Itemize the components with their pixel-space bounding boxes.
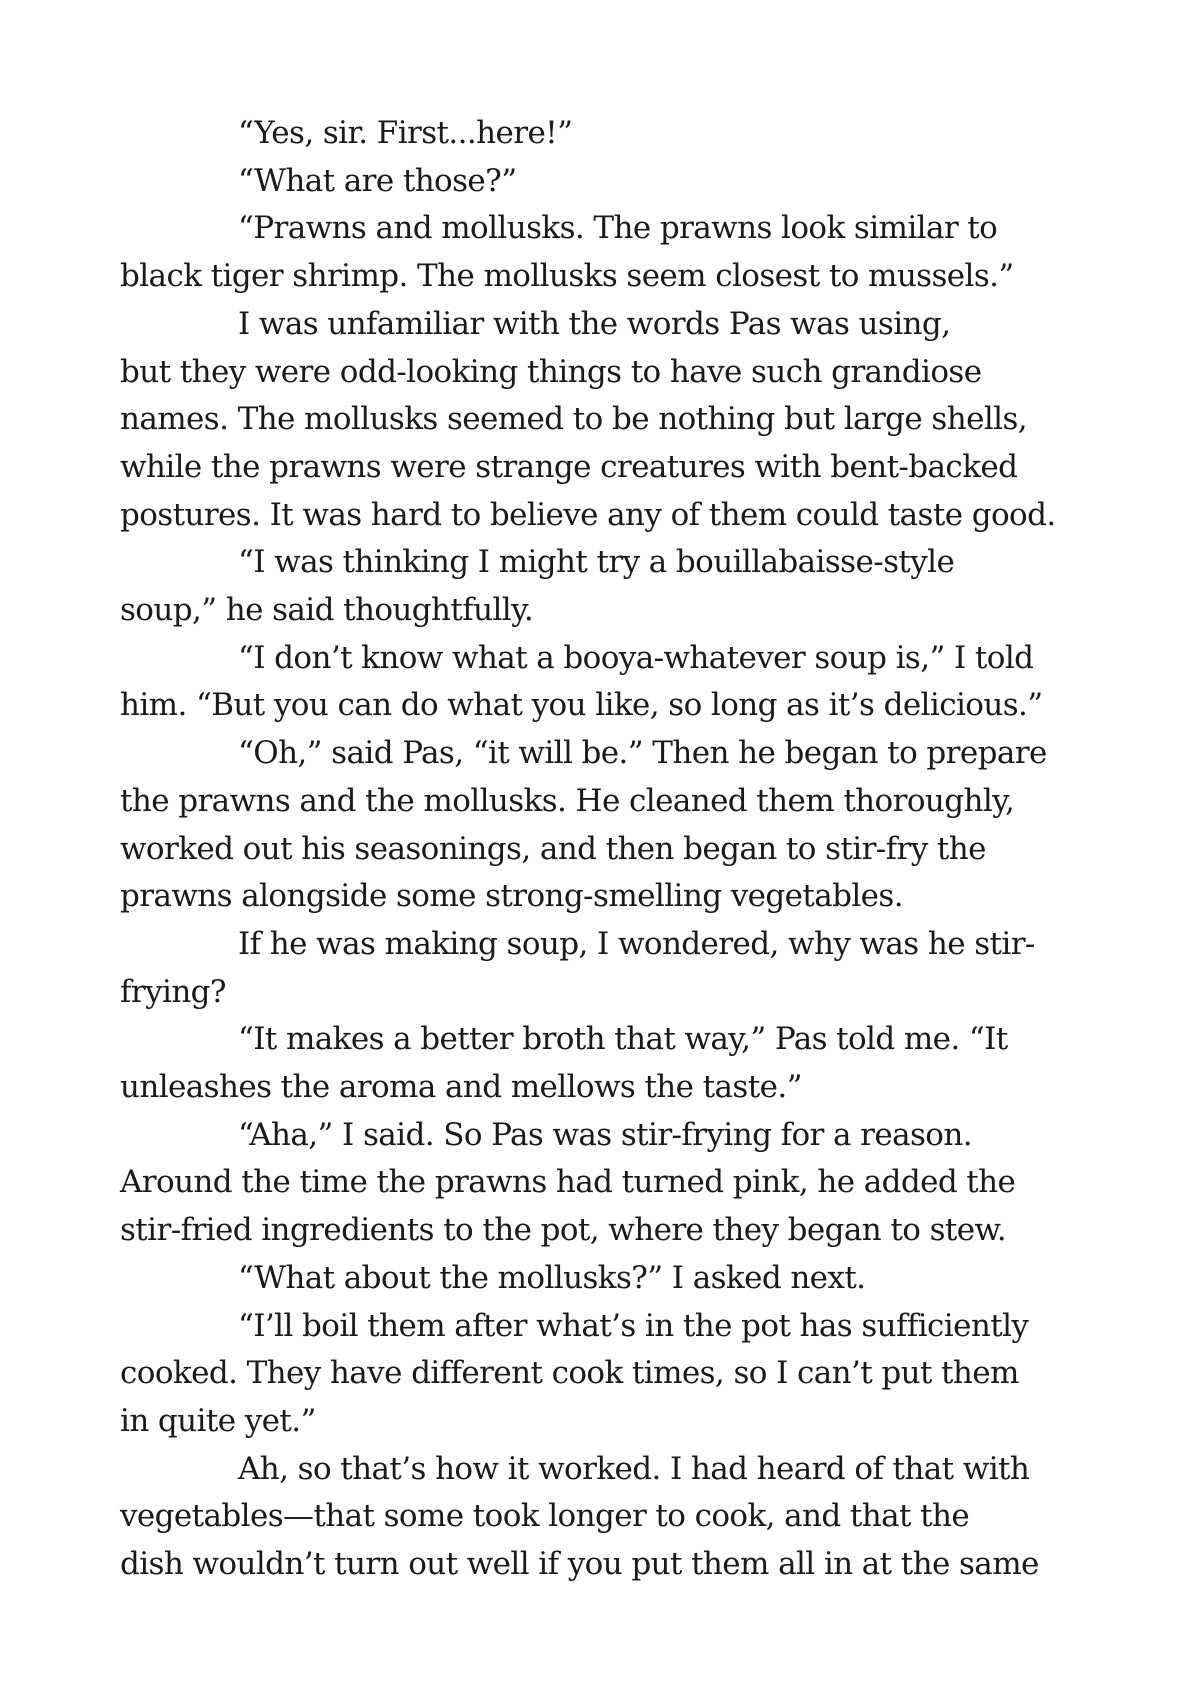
text-line-17: prawns alongside some strong-smelling vegetables. (120, 878, 903, 915)
text-line-28: in quite yet.” (120, 1402, 316, 1439)
text-line-27: cooked. They have different cook times, so I can’t put them (120, 1355, 1019, 1392)
text-line-6: but they were odd-looking things to have such grandiose (120, 353, 982, 390)
text-line-1: “Yes, sir. First...here!” (238, 115, 573, 151)
text-line-18: If he was making soup, I wondered, why was he stir- (238, 925, 1035, 962)
text-line-31: dish wouldn’t turn out well if you put them all in at the same (120, 1546, 1039, 1583)
text-line-23: Around the time the prawns had turned pink, he added the (120, 1164, 1016, 1201)
text-line-8: while the prawns were strange creatures with bent-backed (120, 448, 1018, 485)
text-line-24: stir-fried ingredients to the pot, where they began to stew. (120, 1212, 1007, 1249)
text-line-5: I was unfamiliar with the words Pas was using, (238, 305, 951, 342)
text-line-13: him. “But you can do what you like, so long as it’s delicious.” (120, 687, 1043, 724)
text-line-12: “I don’t know what a booya-whatever soup is,” I told (238, 639, 1034, 676)
text-line-10: “I was thinking I might try a bouillabaisse-style (238, 544, 955, 581)
text-line-20: “It makes a better broth that way,” Pas told me. “It (238, 1021, 1008, 1058)
text-line-9: postures. It was hard to believe any of them could taste good. (120, 496, 1056, 533)
text-line-4: black tiger shrimp. The mollusks seem closest to mussels.” (120, 258, 1014, 295)
text-line-7: names. The mollusks seemed to be nothing but large shells, (120, 401, 1028, 438)
text-line-14: “Oh,” said Pas, “it will be.” Then he began to prepare (238, 735, 1047, 772)
text-line-21: unleashes the aroma and mellows the taste.” (120, 1069, 802, 1106)
text-line-29: Ah, so that’s how it worked. I had heard of that with (238, 1450, 1030, 1487)
text-line-11: soup,” he said thoughtfully. (120, 592, 534, 629)
text-line-2: “What are those?” (238, 162, 517, 199)
text-line-15: the prawns and the mollusks. He cleaned them thoroughly, (120, 782, 1015, 819)
text-line-19: frying? (120, 973, 226, 1010)
text-line-25: “What about the mollusks?” I asked next. (238, 1259, 866, 1296)
text-line-3: “Prawns and mollusks. The prawns look similar to (238, 210, 998, 247)
page-body-text (120, 110, 1100, 1589)
text-line-16: worked out his seasonings, and then began to stir-fry the (120, 830, 986, 867)
text-line-22: “Aha,” I said. So Pas was stir-frying for a reason. (238, 1116, 972, 1153)
text-line-26: “I’ll boil them after what’s in the pot has sufficiently (238, 1307, 1029, 1344)
text-line-30: vegetables—that some took longer to cook, and that the (120, 1498, 970, 1535)
